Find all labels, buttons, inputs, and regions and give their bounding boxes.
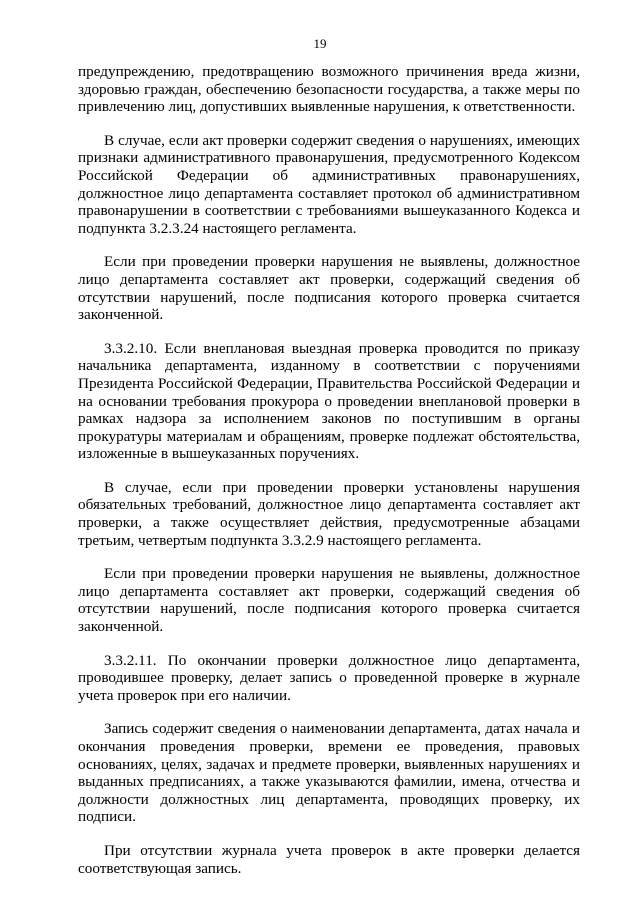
document-body (78, 63, 580, 893)
paragraph-no-violations-2: Если при проведении проверки нарушения не выявлены, должностное лицо департамента составляет акт проверки, содержащий сведения об отсутствии нарушений, после подписания которого проверка считается законченной. (78, 565, 580, 636)
paragraph-no-violations: Если при проведении проверки нарушения не выявлены, должностное лицо департамента составляет акт проверки, содержащий сведения об отсутствии нарушений, после подписания которого проверка считается законченной. (78, 253, 580, 324)
paragraph-record-contents: Запись содержит сведения о наименовании департамента, датах начала и окончания проведения проверки, времени ее проведения, правовых основаниях, целях, задачах и предмете проверки, выявленных нарушениях и выданных предписаниях, а также указываются фамилии, имена, отчества и должности должностных лиц департамента, проводящих проверку, их подписи. (78, 720, 580, 826)
paragraph-continuation: предупреждению, предотвращению возможного причинения вреда жизни, здоровью граждан, обеспечению безопасности государства, а также меры по привлечению лиц, допустивших выявленные нарушения, к ответственности. (78, 63, 580, 116)
page-number: 19 (313, 36, 327, 51)
paragraph-3-3-2-11: 3.3.2.11. По окончании проверки должностное лицо департамента, проводившее проверку, делает запись о проведенной проверке в журнале учета проверок при его наличии. (78, 651, 580, 704)
paragraph-no-journal: При отсутствии журнала учета проверок в акте проверки делается соответствующая запись. (78, 841, 580, 877)
paragraph-admin-offense: В случае, если акт проверки содержит сведения о нарушениях, имеющих признаки административного правонарушения, предусмотренного Кодексом Российской Федерации об административных правонарушениях, должностное лицо департамента составляет протокол об административном правонарушении в соответствии с требованиями вышеуказанного Кодекса и подпункта 3.2.3.24 настоящего регламента. (78, 131, 580, 237)
paragraph-violations-found: В случае, если при проведении проверки установлены нарушения обязательных требований, должностное лицо департамента составляет акт проверки, а также осуществляет действия, предусмотренные абзацами третьим, четвертым подпункта 3.3.2.9 настоящего регламента. (78, 478, 580, 549)
paragraph-3-3-2-10: 3.3.2.10. Если внеплановая выездная проверка проводится по приказу начальника департамента, изданному в соответствии с поручениями Президента Российской Федерации, Правительства Российской Федерации и на основании требования прокурора о проведении внеплановой проверки в рамках надзора за исполнением законов по поступившим в органы прокуратуры материалам и обращениям, проверке подлежат обстоятельства, изложенные в вышеуказанных поручениях. (78, 339, 580, 463)
